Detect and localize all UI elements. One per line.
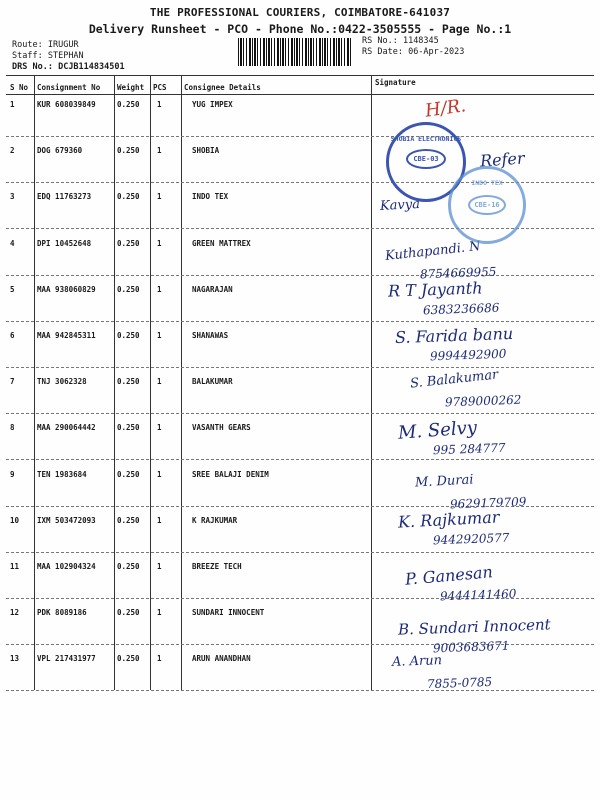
row-pcs: 1 [157,515,162,525]
row-weight: 0.250 [117,146,140,156]
row-sno: 1 [10,100,15,109]
row-pcs: 1 [157,377,162,387]
col-header-consignee: Consignee Details [184,83,261,92]
route-label: Route: [12,40,43,50]
row-weight: 0.250 [117,608,140,618]
row-sno: 9 [10,469,15,479]
drs-value: DCJB114834501 [58,62,125,72]
col-header-sno: S No [10,83,29,92]
row-consignee: VASANTH GEARS [192,423,251,433]
col-header-signature: Signature [375,78,416,87]
signature-phone: 995 284777 [432,440,506,458]
rs-date-label: RS Date: [362,47,403,57]
row-consignment-no: MAA 290064442 [37,423,96,433]
row-pcs: 1 [157,608,162,618]
signature-handwriting: P. Ganesan [404,562,494,589]
row-sno: 5 [10,284,15,294]
table-top-border [6,75,594,76]
rs-date-line [362,47,464,57]
signature-phone: 9629179709 [449,494,527,512]
row-sno: 2 [10,146,15,156]
row-consignee: ARUN ANANDHAN [192,654,251,664]
row-pcs: 1 [157,423,162,433]
table-header-border [6,94,594,95]
row-separator [6,367,594,368]
row-weight: 0.250 [117,284,140,294]
stamp-code: CBE-16 [468,195,506,215]
row-sno: 4 [10,238,15,248]
signature-phone: 9003683671 [432,638,510,656]
staff-value: STEPHAN [47,51,84,61]
rs-no-value: 1148345 [402,36,439,46]
row-weight: 0.250 [117,238,140,248]
row-sno: 6 [10,331,15,340]
row-pcs: 1 [157,562,162,571]
rs-date-value: 06-Apr-2023 [408,47,465,57]
signature-phone: 9789000262 [444,392,522,410]
row-sno: 13 [10,654,20,664]
rs-no-label: RS No.: [362,36,398,46]
row-weight: 0.250 [117,331,140,340]
stamp-text: SHOBIA ELECTRONICS [390,135,462,143]
row-consignee: K RAJKUMAR [192,515,238,525]
row-separator [6,552,594,553]
signature-phone: 6383236686 [422,300,500,318]
row-pcs: 1 [157,654,162,664]
row-pcs: 1 [157,331,162,340]
col-header-pcs: PCS [153,83,167,92]
indotex-stamp [448,166,526,244]
row-sno: 7 [10,377,15,387]
staff-line [12,51,84,61]
row-pcs: 1 [157,238,162,248]
row-sno: 11 [10,562,20,571]
signature-handwriting: S. Balakumar [409,367,500,392]
row-consignee: SUNDARI INNOCENT [192,608,265,618]
row-weight: 0.250 [117,515,140,525]
row-consignment-no: TNJ 3062328 [37,377,87,387]
row-weight: 0.250 [117,562,140,571]
signature-phone: 9442920577 [432,530,510,548]
row-consignment-no: MAA 938060829 [37,284,96,294]
row-separator [6,459,594,460]
signature-handwriting: M. Durai [414,472,474,491]
row-consignee: SHANAWAS [192,331,229,340]
row-consignment-no: EDQ 11763273 [37,192,92,202]
signature-phone: 8754669955 [419,264,497,282]
signature-handwriting: Refer [479,148,526,171]
row-consignee: GREEN MATTREX [192,238,251,248]
row-consignment-no: DOG 679360 [37,146,83,156]
row-weight: 0.250 [117,100,140,109]
row-weight: 0.250 [117,192,140,202]
row-weight: 0.250 [117,469,140,479]
row-sno: 10 [10,515,20,525]
signature-handwriting: Kavya [379,196,421,215]
signature-handwriting: H/R. [423,95,468,122]
row-consignment-no: MAA 942845311 [37,331,96,340]
row-pcs: 1 [157,469,162,479]
stamp-code: CBE-03 [406,149,446,169]
row-consignment-no: VPL 217431977 [37,654,96,664]
row-consignee: SHOBIA [192,146,220,156]
row-weight: 0.250 [117,377,140,387]
row-consignment-no: DPI 10452648 [37,238,92,248]
runsheet-subtitle: Delivery Runsheet - PCO - Phone No.:0422-3505555 - Page No.:1 [88,22,512,36]
drs-label: DRS No.: [12,62,53,72]
signature-handwriting: K. Rajkumar [397,507,500,532]
row-consignee: BALAKUMAR [192,377,233,387]
signature-handwriting: A. Arun [391,653,443,670]
row-pcs: 1 [157,284,162,294]
row-pcs: 1 [157,192,162,202]
signature-handwriting: B. Sundari Innocent [397,615,551,639]
drs-line [12,62,125,72]
stamp-text: INDO TEX [471,179,503,187]
rs-no-line [362,36,439,46]
row-separator [6,413,594,414]
row-sno: 8 [10,423,15,433]
row-weight: 0.250 [117,423,140,433]
signature-handwriting: S. Farida banu [394,323,514,348]
row-separator [6,321,594,322]
row-weight: 0.250 [117,654,140,664]
row-consignment-no: IXM 503472093 [37,515,96,525]
signature-phone: 9444141460 [439,586,517,604]
signature-handwriting: M. Selvy [397,417,478,444]
row-separator [6,690,594,691]
staff-label: Staff: [12,51,43,61]
company-title: THE PROFESSIONAL COURIERS, COIMBATORE-641037 [149,6,451,19]
row-consignee: YUG IMPEX [192,100,233,109]
row-consignment-no: TEN 1983684 [37,469,87,479]
col-header-consignment: Consignment No [37,83,101,92]
barcode [238,38,352,66]
row-consignee: SREE BALAJI DENIM [192,469,269,479]
row-consignee: NAGARAJAN [192,284,233,294]
row-pcs: 1 [157,100,162,109]
row-separator [6,136,594,137]
signature-handwriting: Kuthapandi. N [384,239,482,264]
row-consignee: BREEZE TECH [192,562,242,571]
row-sno: 3 [10,192,15,202]
row-sno: 12 [10,608,20,618]
row-pcs: 1 [157,146,162,156]
route-value: IRUGUR [47,40,79,50]
row-separator [6,275,594,276]
signature-handwriting: R T Jayanth [387,278,483,301]
row-consignment-no: MAA 102904324 [37,562,96,571]
row-consignment-no: KUR 608039849 [37,100,96,109]
row-consignment-no: PDK 8089186 [37,608,87,618]
route-line [12,40,79,50]
signature-phone: 9994492900 [429,346,507,364]
row-consignee: INDO TEX [192,192,229,202]
signature-phone: 7855-0785 [426,674,493,692]
col-header-weight: Weight [117,83,145,92]
